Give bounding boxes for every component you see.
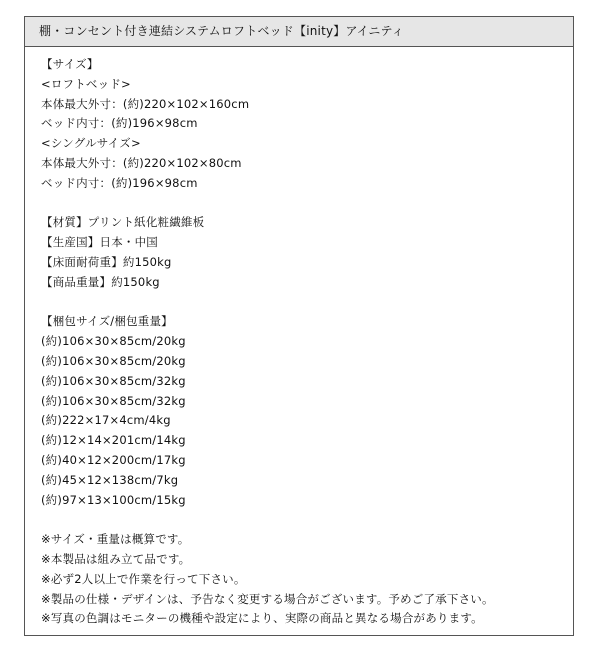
package-row: (約)12×14×201cm/14kg [41,433,186,448]
package-row: (約)106×30×85cm/32kg [41,373,186,388]
load-capacity-row: 【床面耐荷重】約150kg [41,254,172,269]
spacer [41,293,573,313]
note-item: ※写真の色調はモニターの機種や設定により、実際の商品と異なる場合があります。 [41,611,483,626]
package-row: (約)106×30×85cm/32kg [41,393,186,408]
spec-table [24,16,574,636]
loft-bed-label: <ロフトベッド> [41,76,131,91]
single-size-label: <シングルサイズ> [41,136,141,151]
material-section [41,213,573,292]
size-section [41,55,573,194]
note-item: ※サイズ・重量は概算です。 [41,532,190,547]
package-row: (約)45×12×138cm/7kg [41,472,179,487]
single-outer-size: 本体最大外寸：(約)220×102×80cm [41,155,242,170]
package-row: (約)106×30×85cm/20kg [41,334,186,349]
package-row: (約)97×13×100cm/15kg [41,492,186,507]
note-item: ※本製品は組み立て品です。 [41,551,191,566]
package-section [41,312,573,510]
material-row: 【材質】プリント紙化粧繊維板 [41,215,205,230]
spacer [41,194,573,214]
spacer [41,510,573,530]
package-row: (約)106×30×85cm/20kg [41,353,186,368]
size-heading: 【サイズ】 [41,57,99,71]
loft-inner-size: ベッド内寸：(約)196×98cm [41,116,198,131]
package-row: (約)222×17×4cm/4kg [41,413,171,428]
weight-row: 【商品重量】約150kg [41,274,160,289]
package-row: (約)40×12×200cm/17kg [41,452,186,467]
note-item: ※必ず2人以上で作業を行って下さい。 [41,571,246,586]
origin-row: 【生産国】日本・中国 [41,235,158,250]
note-item: ※製品の仕様・デザインは、予告なく変更する場合がございます。予めご了承下さい。 [41,591,494,606]
product-title: 棚・コンセント付き連結システムロフトベッド【inity】アイニティ [25,17,573,47]
loft-outer-size: 本体最大外寸：(約)220×102×160cm [41,96,250,111]
package-heading: 【梱包サイズ/梱包重量】 [41,314,173,329]
spec-body [25,47,573,629]
notes-section [41,530,573,629]
single-inner-size: ベッド内寸：(約)196×98cm [41,175,198,190]
